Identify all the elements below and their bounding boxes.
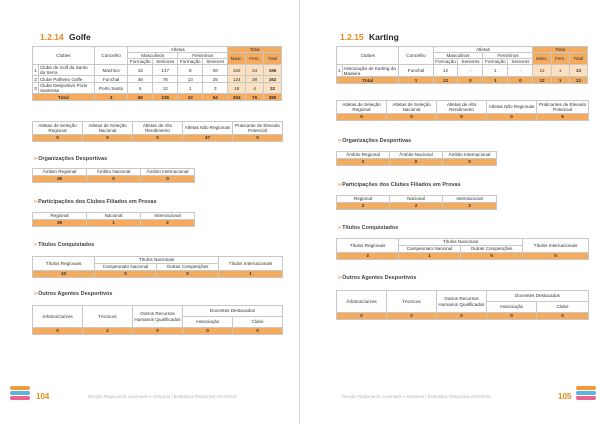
club-name: Clube Desportivo Porto Santense <box>38 83 94 94</box>
table-row: 0 2 0 0 0 <box>33 328 283 335</box>
section-number: 1.2.15 <box>340 32 364 42</box>
col-total-group: Total <box>533 47 588 53</box>
total-row: Total 3 69 235 22 54 304 76 380 <box>33 94 282 101</box>
agentes-table: Árbitros/Juízes Técnicos Outros Recursos Humanos Qualificados Docentes Destacados Associação Clube 0 0 0 0 0 <box>336 290 589 320</box>
table-row: 3 Clube Desportivo Porto Santense Porto Santo 6 12 1 3 18 4 22 <box>33 83 282 94</box>
col-clubes: Clubes <box>33 47 95 65</box>
titulos-table: Títulos Regionais Títulos Nacionais Títulos Internacionais Campeonato Nacional Outras Competições 10 0 0 1 <box>32 256 283 278</box>
page-right <box>300 0 600 424</box>
titulos-heading: »Títulos Conquistados <box>34 242 95 248</box>
total-row: Total 1 12 0 1 0 12 1 13 <box>337 77 588 84</box>
col-m-formacao: Formação <box>433 59 458 65</box>
col-fem: Fem. <box>246 53 264 65</box>
titulos-table: Títulos Regionais Títulos Nacionais Títulos Internacionais Campeonato Nacional Outras Competições 3 1 5 0 <box>336 238 589 260</box>
section-title <box>340 32 399 42</box>
org-table: Âmbito Regional Âmbito Nacional Âmbito Internacional 2 0 0 <box>336 151 497 166</box>
col-f-formacao: Formação <box>483 59 508 65</box>
col-concelho: Concelho <box>94 47 127 65</box>
table-row: 35 1 2 <box>33 220 195 227</box>
table-row: 3 1 5 0 <box>337 253 589 260</box>
table-row: 0 0 0 0 0 <box>337 313 589 320</box>
section-number: 1.2.14 <box>40 32 64 42</box>
brand-stripes-icon <box>576 386 596 404</box>
brand-stripes-icon <box>10 386 30 404</box>
table-row: 35 0 0 <box>33 176 195 183</box>
part-heading: »Participações dos Clubes Filiados em Provas <box>34 199 157 205</box>
clubs-table <box>32 46 282 101</box>
table-row: 0 0 0 47 0 <box>33 135 283 142</box>
col-fem: Fem. <box>551 53 569 65</box>
col-masculinos: Masculinos <box>128 53 178 59</box>
part-table: Regional Nacional Internacional 2 2 3 <box>336 195 497 210</box>
section-name: Karting <box>369 32 399 42</box>
part-heading: »Participações dos Clubes Filiados em Provas <box>338 182 461 188</box>
col-clubes: Clubes <box>337 47 399 65</box>
page-number: 105 <box>558 392 572 401</box>
col-total-group: Total <box>228 47 282 53</box>
col-femininos: Femininos <box>483 53 533 59</box>
org-table: Âmbito Regional Âmbito Nacional Âmbito Internacional 35 0 0 <box>32 168 195 183</box>
section-name: Golfe <box>69 32 91 42</box>
table-row: 2 0 0 <box>337 159 497 166</box>
part-table: Regional Nacional Internacional 35 1 2 <box>32 212 195 227</box>
col-m-formacao: Formação <box>128 59 153 65</box>
selecao-table: Atletas de Seleção Regional Atletas de Seleção Nacional Atletas de Alto Rendimento Atletas Não Regionais Praticantes de Elevado Potencial 0 0 0 0 9 <box>336 100 589 121</box>
table-row: 0 0 0 0 9 <box>337 114 589 121</box>
clubs-table <box>336 46 588 84</box>
table-row: 2 2 3 <box>337 203 497 210</box>
col-f-formacao: Formação <box>178 59 203 65</box>
table-row: 1 Associação de Karting da Madeira Funchal 12 - 1 - 12 1 13 <box>337 65 588 77</box>
selecao-table: Atletas de Seleção Regional Atletas de Seleção Nacional Atletas de Alto Rendimento Atletas Não Regionais Praticante de Elevado Potencial 0 0 0 47 0 <box>32 121 283 142</box>
col-f-seniores: Seniores <box>203 59 228 65</box>
col-atletas: Atletas <box>433 47 533 53</box>
agentes-heading: »Outros Agentes Desportivos <box>34 291 113 297</box>
col-f-seniores: Seniores <box>508 59 533 65</box>
col-m-seniores: Seniores <box>153 59 178 65</box>
footer-text: Direção Regional de Juventude e Desporto | Estatística Desportiva 2014/2015 <box>88 394 237 399</box>
col-concelho: Concelho <box>399 47 433 65</box>
club-name: Clube de Golf da Santo da Serra <box>38 65 94 76</box>
org-heading: »Organizações Desportivas <box>338 138 412 144</box>
agentes-table: Árbitros/Juízes Técnicos Outros Recursos Humanos Qualificados Docentes Destacados Associação Clube 0 2 0 0 0 <box>32 305 283 335</box>
col-femininos: Femininos <box>178 53 228 59</box>
col-total: Total <box>569 53 587 65</box>
col-m-seniores: Seniores <box>458 59 483 65</box>
col-masc: Masc. <box>533 53 551 65</box>
club-name: Clube Palheiro Golfe <box>38 76 94 83</box>
table-row: 10 0 0 1 <box>33 271 283 278</box>
col-atletas: Atletas <box>128 47 228 53</box>
col-masc: Masc. <box>228 53 246 65</box>
footer-text: Direção Regional de Juventude e Desporto | Estatística Desportiva 2014/2015 <box>342 394 491 399</box>
col-masculinos: Masculinos <box>433 53 483 59</box>
section-title <box>40 32 91 42</box>
titulos-heading: »Títulos Conquistados <box>338 225 399 231</box>
col-total: Total <box>264 53 282 65</box>
table-row: 1 Clube de Golf da Santo da Serra Machico 15 147 8 26 162 34 196 <box>33 65 282 76</box>
club-name: Associação de Karting da Madeira <box>342 65 399 77</box>
table-row: 2 Clube Palheiro Golfe Funchal 48 76 13 25 124 38 162 <box>33 76 282 83</box>
page-number: 104 <box>36 392 50 401</box>
org-heading: »Organizações Desportivas <box>34 156 108 162</box>
agentes-heading: »Outros Agentes Desportivos <box>338 275 417 281</box>
